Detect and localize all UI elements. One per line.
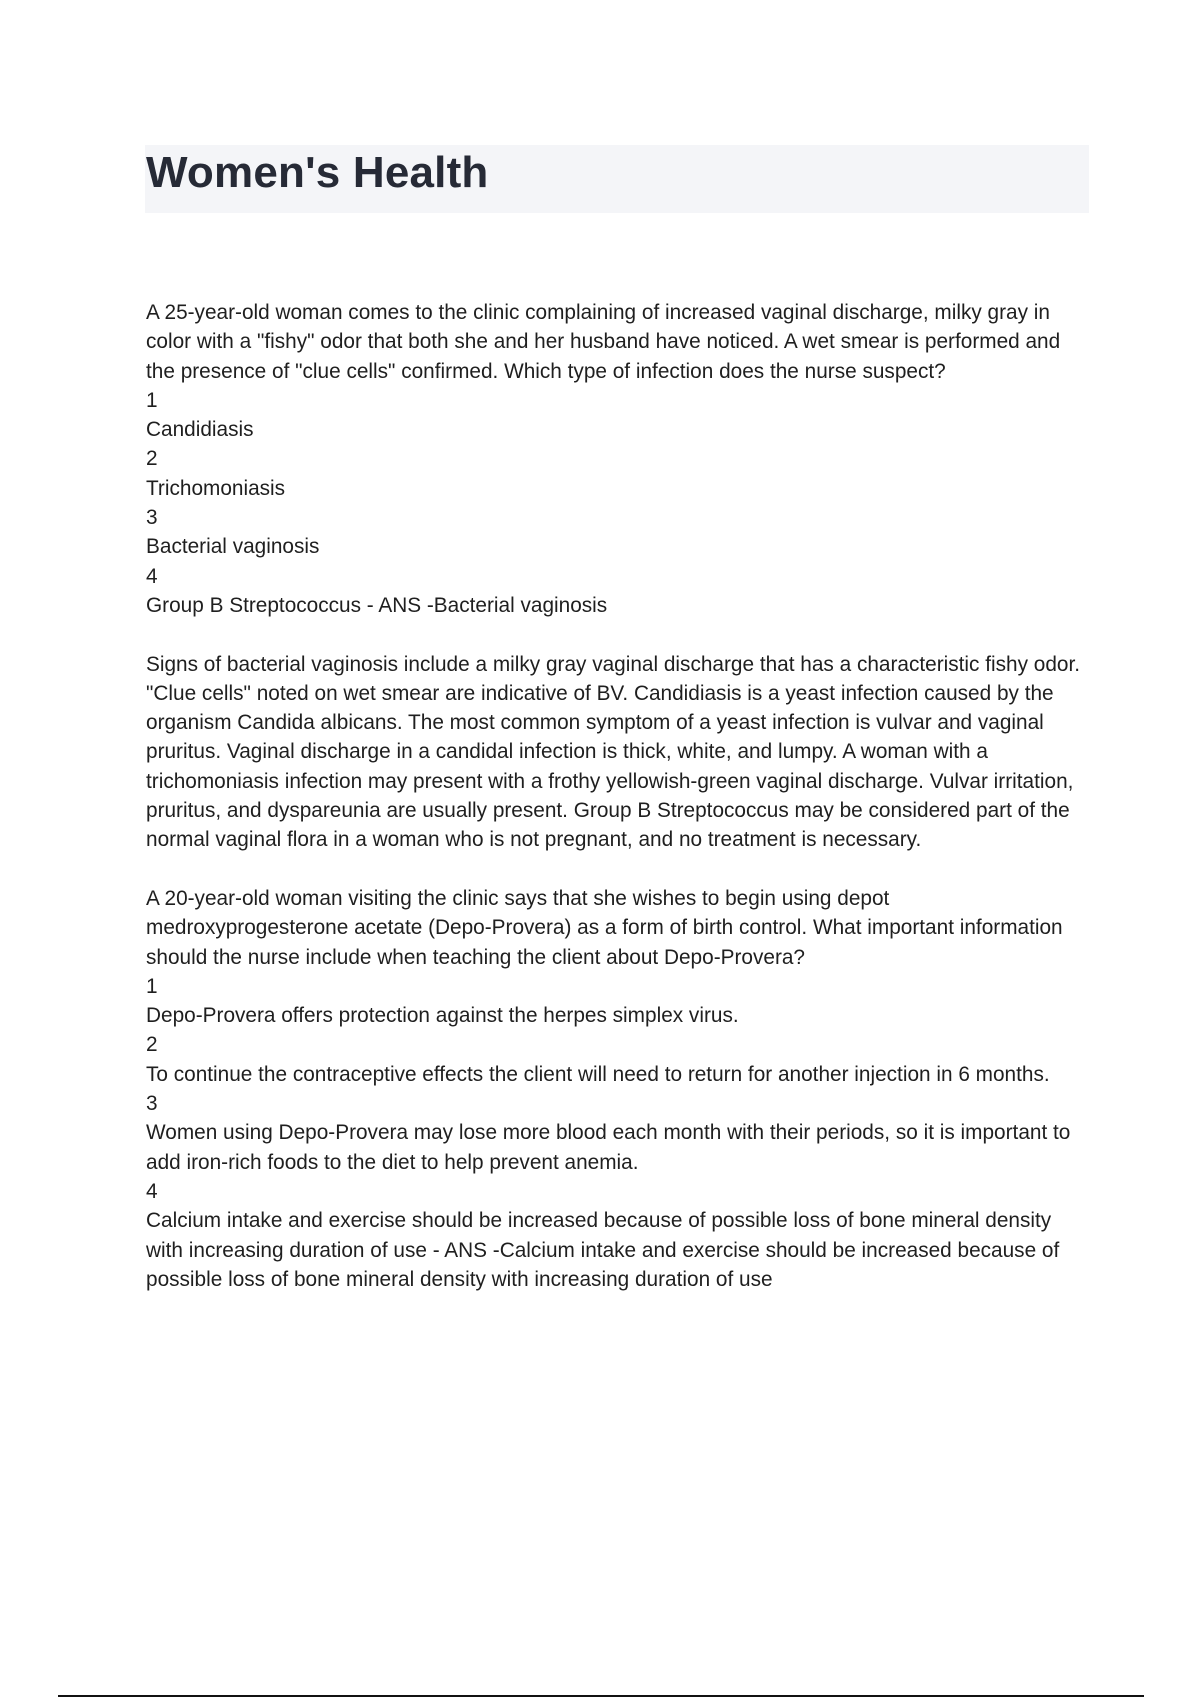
option-number: 3 [146,506,158,530]
question-block-1 [146,298,1090,620]
option-text: Depo-Provera offers protection against the herpes simplex virus. [146,1004,739,1028]
question-stem: A 25-year-old woman comes to the clinic complaining of increased vaginal discharge, milky gray in color with a "fishy" odor that both she and her husband have noticed. A wet smear is performed and the presence of "clue cells" confirmed. Which type of infection does the nurse suspect? [146,301,1061,383]
option-number: 1 [146,974,158,998]
option-text: Candidiasis [146,418,254,442]
question-block-2 [146,884,1090,1294]
option-text-with-answer: Group B Streptococcus - ANS -Bacterial vaginosis [146,593,608,617]
option-text: Women using Depo-Provera may lose more blood each month with their periods, so it is important to add iron-rich foods to the diet to help prevent anemia. [146,1121,1071,1174]
option-number: 2 [146,1033,158,1057]
rationale-paragraph: Signs of bacterial vaginosis include a milky gray vaginal discharge that has a characteristic fishy odor. "Clue cells" noted on wet smear are indicative of BV. Candidiasis is a yeast infection caused by the organism Candida albicans. The most common symptom of a yeast infection is vulvar and vaginal pruritus. Vaginal discharge in a candidal infection is thick, white, and lumpy. A woman with a trichomoniasis infection may present with a frothy yellowish-green vaginal discharge. Vulvar irritation, pruritus, and dyspareunia are usually present. Group B Streptococcus may be considered part of the normal vaginal flora in a woman who is not pregnant, and no treatment is necessary. [146,652,1081,852]
question-stem: A 20-year-old woman visiting the clinic says that she wishes to begin using depot medroxyprogesterone acetate (Depo-Provera) as a form of birth control. What important information should the nurse include when teaching the client about Depo-Provera? [146,886,1063,969]
document-content [146,298,1090,1294]
footer-divider [58,1695,1144,1697]
option-number: 2 [146,447,158,471]
option-number: 4 [146,1179,158,1203]
option-text: Bacterial vaginosis [146,535,320,559]
option-number: 4 [146,564,158,588]
option-text: To continue the contraceptive effects the client will need to return for another injection in 6 months. [146,1062,1050,1086]
page-title: Women's Health [146,148,489,197]
option-text: Trichomoniasis [146,476,286,500]
spacer [146,620,1090,649]
option-number: 1 [146,388,158,412]
spacer [146,855,1090,884]
option-text-with-answer: Calcium intake and exercise should be increased because of possible loss of bone mineral density with increasing duration of use - ANS -Calcium intake and exercise should be increased because of possible loss of bone mineral density with increasing duration of use [146,1209,1060,1291]
option-number: 3 [146,1092,158,1116]
